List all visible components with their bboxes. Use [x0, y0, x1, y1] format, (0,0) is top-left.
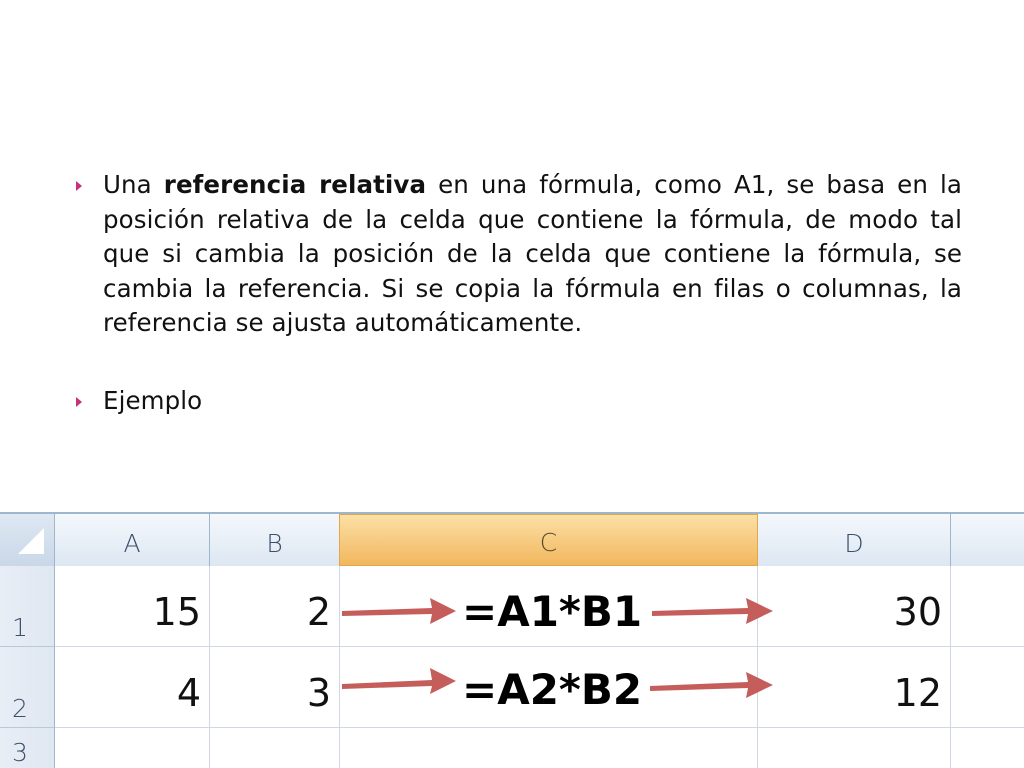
grid-line [950, 566, 951, 768]
row-header-3[interactable]: 3 [0, 728, 55, 768]
arrow-right-icon [340, 592, 460, 630]
column-header-c[interactable]: C [339, 514, 758, 566]
cell-b1[interactable]: 2 [306, 590, 331, 634]
paragraph-text-rest: en una fórmula, como A1, se basa en la posición relativa de la celda que contiene la fórmula, de modo tal que si cambia la posición de la celda que contiene la fórmula, se cambia la referencia. Si se copia la fórmula en filas o columnas, la referencia se ajusta automáticamente. [103, 170, 962, 337]
spreadsheet-example [0, 512, 1024, 768]
arrow-right-icon [340, 662, 460, 700]
paragraph-relative-reference [103, 168, 962, 341]
formula-c2[interactable]: =A2*B2 [462, 665, 643, 714]
cell-a2[interactable]: 4 [176, 671, 201, 715]
paragraph-bold-term: referencia relativa [163, 170, 427, 199]
example-label: Ejemplo [103, 386, 203, 415]
column-header-a[interactable]: A [55, 514, 210, 566]
column-header-d[interactable]: D [758, 514, 951, 566]
column-header-b[interactable]: B [210, 514, 340, 566]
cell-a1[interactable]: 15 [152, 590, 201, 634]
select-all-icon [18, 528, 44, 554]
bullet-marker-icon [76, 397, 82, 407]
bullet-marker-icon [76, 181, 82, 191]
arrow-right-icon [648, 666, 776, 704]
paragraph-text-start: Una [103, 170, 164, 199]
cell-d1[interactable]: 30 [893, 590, 942, 634]
cell-b2[interactable]: 3 [306, 671, 331, 715]
grid-line [55, 727, 1024, 728]
column-header-row [0, 512, 1024, 566]
select-all-button[interactable] [0, 514, 55, 566]
formula-c1[interactable]: =A1*B1 [462, 587, 643, 636]
row-header-2[interactable]: 2 [0, 647, 55, 728]
row-header-1[interactable]: 1 [0, 566, 55, 647]
arrow-right-icon [650, 592, 776, 630]
cell-d2[interactable]: 12 [893, 671, 942, 715]
